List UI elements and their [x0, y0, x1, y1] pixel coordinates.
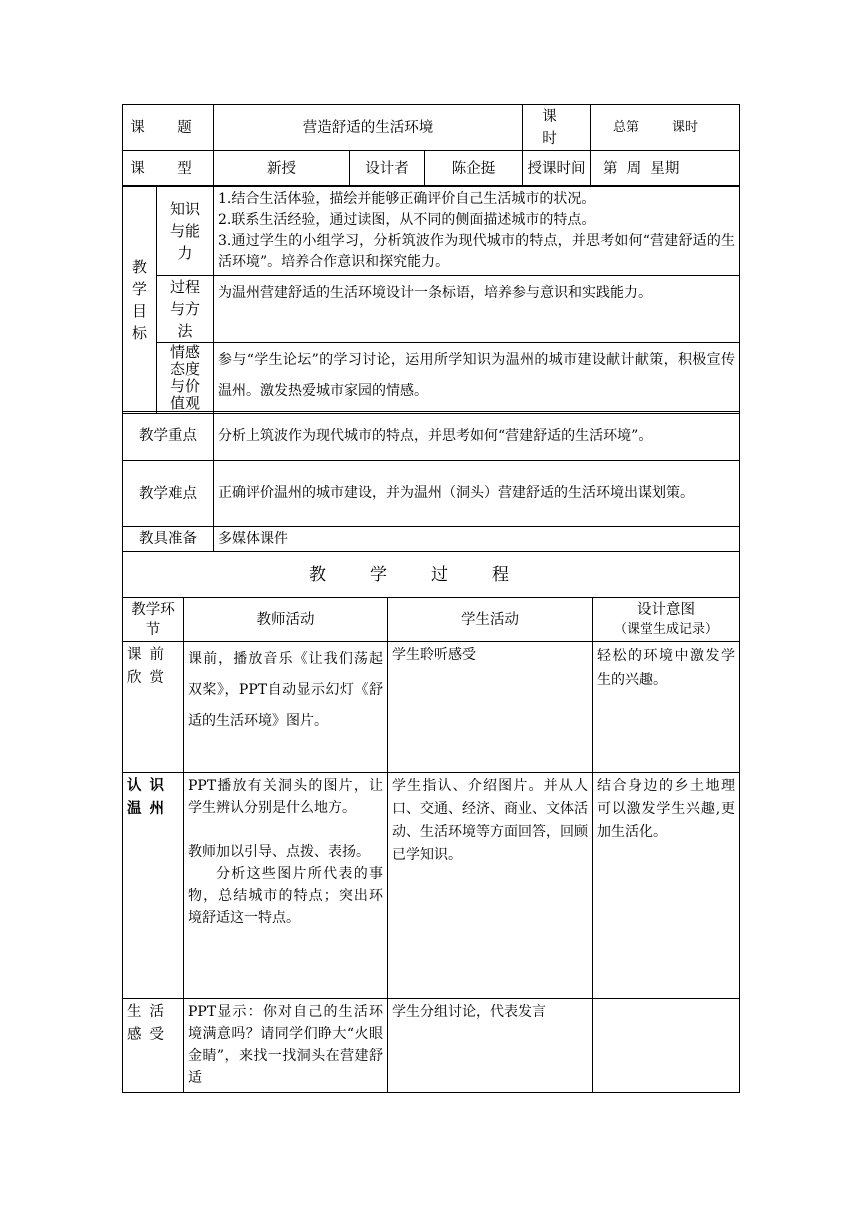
- student-cell: 学生聆听感受: [388, 642, 593, 773]
- teacher-paragraph: PPT播放有关洞头的图片，让学生辨认分别是什么地方。: [188, 778, 383, 816]
- teacher-paragraph: 教师加以引导、点拨、表扬。: [188, 844, 370, 860]
- topic-value: 营造舒适的生活环境: [214, 105, 523, 151]
- designer-label: 设计者: [350, 151, 425, 187]
- stage-cell: 认识温州: [123, 773, 184, 999]
- process-table: [122, 597, 740, 1093]
- knowledge-item: 2.联系生活经验，通过读图，从不同的侧面描述城市的特点。: [218, 211, 596, 228]
- knowledge-cell: [214, 186, 740, 276]
- objectives-label: 教学目标: [123, 186, 157, 414]
- knowledge-item: 1.结合生活体验，描绘并能够正确评价自己生活城市的状况。: [218, 190, 596, 207]
- tools-label: 教具准备: [123, 527, 214, 552]
- stage-cell: 课前欣赏: [123, 642, 184, 773]
- type-value: 新授: [214, 151, 350, 187]
- col-intent-note: （课堂生成记录）: [613, 621, 718, 637]
- focus-table: [122, 411, 740, 598]
- process-heading: 教学过程: [123, 552, 740, 598]
- intent-cell: 轻松的环境中激发学生的兴趣。: [593, 642, 740, 773]
- emotion-text: 参与“学生论坛”的学习讨论，运用所学知识为温州的城市建设献计献策，积极宣传温州。激发热爱城市家园的情感。: [214, 343, 740, 414]
- hours-value: 总第 课时: [591, 105, 740, 151]
- knowledge-item: 3.通过学生的小组学习，分析筑波作为现代城市的特点，并思考如何“营建舒适的生活环境”。培养合作意识和探究能力。: [218, 232, 735, 270]
- knowledge-label: 知识与能力: [157, 186, 214, 276]
- teacher-paragraph: PPT显示：你对自己的生活环境满意吗？请同学们睁大“火眼金睛”，来找一找洞头在营建舒适: [188, 1004, 383, 1086]
- objectives-table: [122, 185, 740, 414]
- difficulty-label: 教学难点: [123, 461, 214, 527]
- col-intent: [593, 598, 740, 642]
- topic-label: 课 题: [123, 105, 214, 151]
- key-point-label: 教学重点: [123, 412, 214, 461]
- teacher-cell: [184, 642, 388, 773]
- header-table: [122, 104, 740, 187]
- intent-cell: 结合身边的乡土地理可以激发学生兴趣,更加生活化。: [593, 773, 740, 999]
- teacher-cell: [184, 999, 388, 1093]
- hours-label: 课 时: [523, 105, 591, 151]
- date-value: 第 周 星期: [591, 151, 740, 187]
- col-teacher: 教师活动: [184, 598, 388, 642]
- process-label: 过程与方法: [157, 276, 214, 343]
- teacher-cell: [184, 773, 388, 999]
- stage-cell: 生活感受: [123, 999, 184, 1093]
- student-cell: 学生指认、介绍图片。并从人口、交通、经济、商业、文体活动、生活环境等方面回答，回顾已学知识。: [388, 773, 593, 999]
- type-label: 课 型: [123, 151, 214, 187]
- teacher-paragraph: 分析这些图片所代表的事物，总结城市的特点；突出环境舒适这一特点。: [188, 866, 383, 926]
- intent-cell: [593, 999, 740, 1093]
- process-text: 为温州营建舒适的生活环境设计一条标语，培养参与意识和实践能力。: [214, 276, 740, 343]
- tools-text: 多媒体课件: [214, 527, 740, 552]
- designer-value: 陈企挺: [425, 151, 523, 187]
- teacher-paragraph: 课前，播放音乐《让我们荡起双桨》，PPT自动显示幻灯《舒适的生活环境》图片。: [188, 651, 383, 729]
- col-student: 学生活动: [388, 598, 593, 642]
- col-intent-title: 设计意图: [637, 601, 695, 618]
- date-label: 授课时间: [523, 151, 591, 187]
- difficulty-text: 正确评价温州的城市建设，并为温州（洞头）营建舒适的生活环境出谋划策。: [214, 461, 740, 527]
- key-point-text: 分析上筑波作为现代城市的特点，并思考如何“营建舒适的生活环境”。: [214, 412, 740, 461]
- student-cell: 学生分组讨论，代表发言: [388, 999, 593, 1093]
- emotion-label: 情感态度与价值观: [157, 343, 214, 414]
- col-stage: 教学环节: [123, 598, 184, 642]
